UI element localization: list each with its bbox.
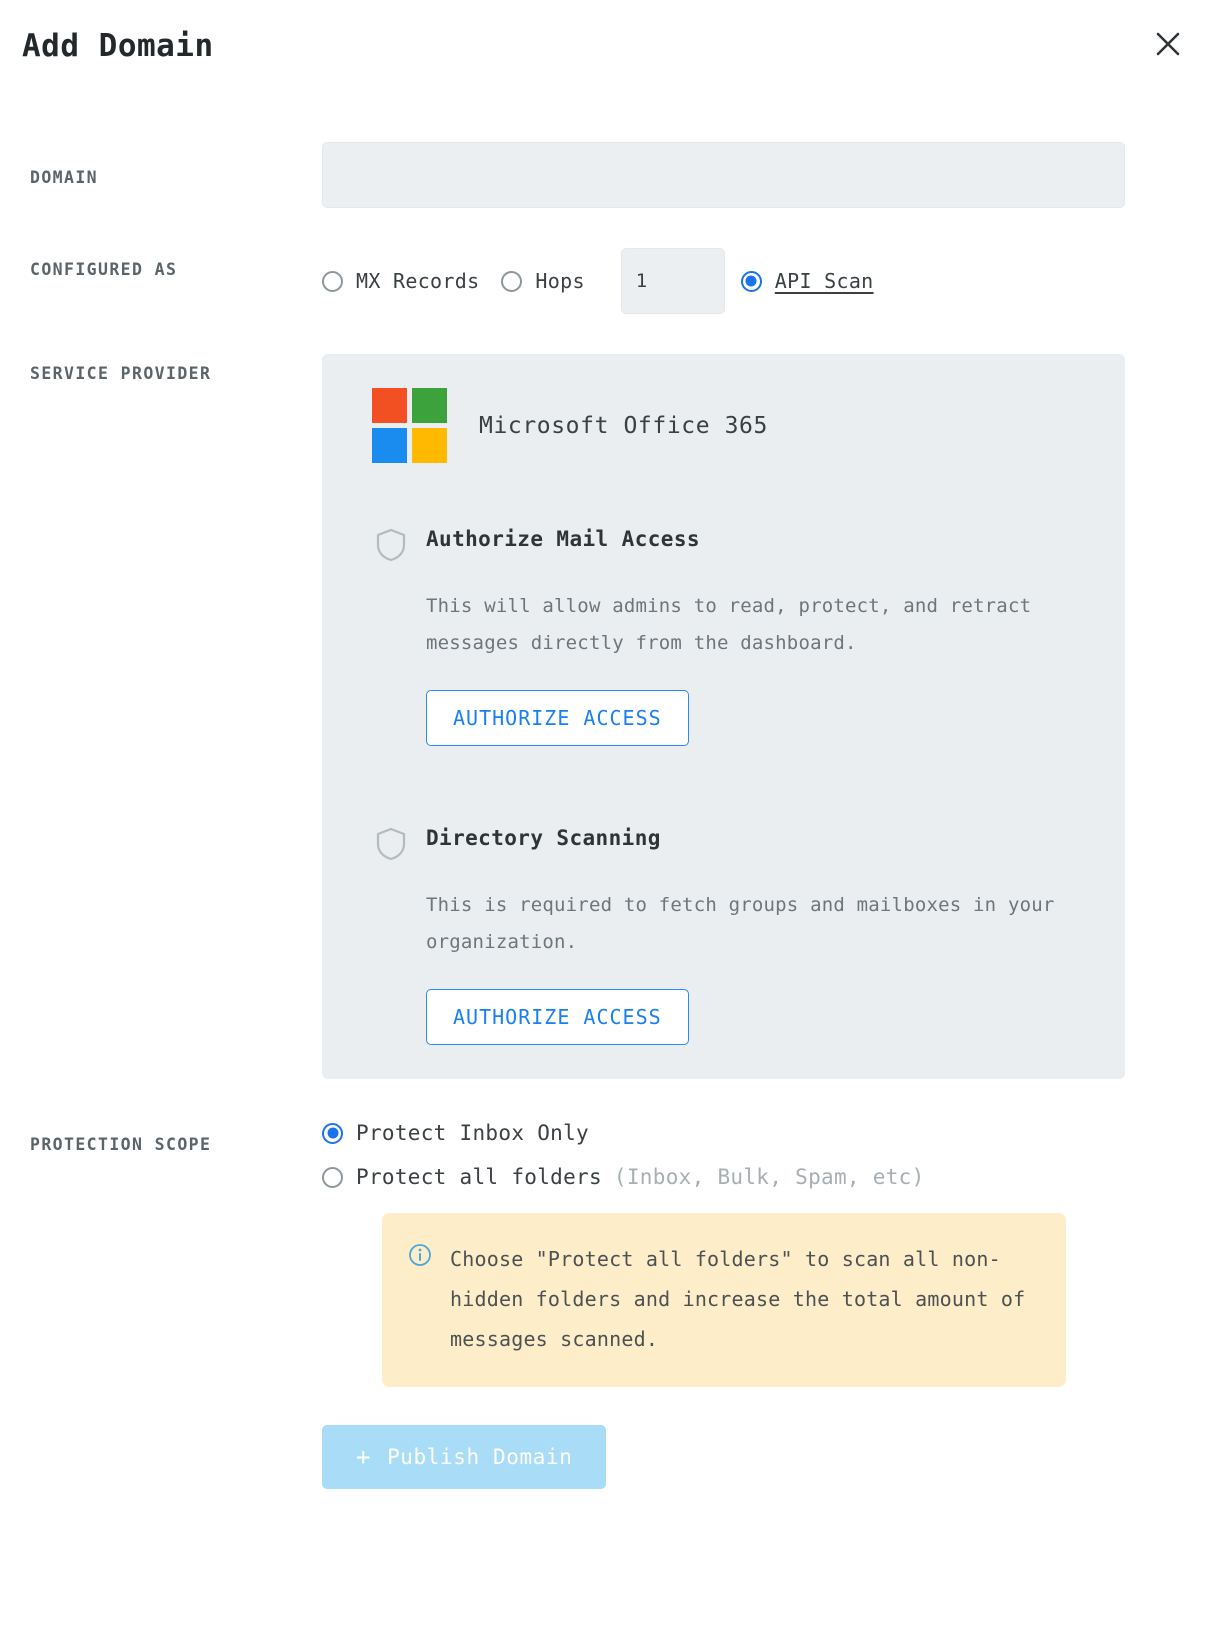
permission-description: This is required to fetch groups and mailboxes in your organization. [426, 894, 1055, 954]
info-icon [408, 1243, 432, 1271]
plus-icon: + [356, 1443, 372, 1472]
close-icon[interactable] [1146, 22, 1190, 66]
domain-field-wrap [322, 142, 1190, 208]
radio-hops-label: Hops [535, 269, 585, 293]
service-provider-row [0, 354, 1214, 1079]
radio-mx-records-label: MX Records [356, 269, 480, 293]
radio-protect-inbox-only-label: Protect Inbox Only [356, 1121, 589, 1146]
permission-mail-access [348, 527, 1099, 746]
service-provider-field [322, 354, 1190, 1079]
radio-hops-circle [501, 271, 522, 292]
radio-protect-inbox-only[interactable] [322, 1121, 1190, 1145]
radio-mx-records[interactable] [322, 269, 479, 293]
info-callout-text: Choose "Protect all folders" to scan all non-hidden folders and increase the total amount of messages scanned. [450, 1247, 1026, 1352]
protection-scope-field [322, 1121, 1190, 1387]
publish-domain-label: Publish Domain [387, 1445, 573, 1470]
permission-directory-scanning [348, 826, 1099, 1045]
protection-scope-row [0, 1121, 1214, 1387]
radio-api-scan-circle [741, 271, 762, 292]
domain-row [0, 142, 1214, 208]
publish-row [0, 1425, 1214, 1489]
info-callout [382, 1213, 1066, 1387]
domain-input[interactable] [322, 142, 1125, 208]
configured-as-row [0, 248, 1214, 314]
domain-label: DOMAIN [30, 168, 99, 187]
radio-api-scan[interactable] [741, 269, 874, 293]
provider-header [348, 384, 1099, 463]
radio-mx-records-circle [322, 271, 343, 292]
configured-as-label: CONFIGURED AS [30, 260, 178, 279]
page-title: Add Domain [22, 28, 214, 64]
permission-title: Directory Scanning [426, 826, 661, 851]
permission-title: Authorize Mail Access [426, 527, 700, 551]
radio-api-scan-label: API Scan [774, 269, 874, 293]
authorize-access-button-mail[interactable]: AUTHORIZE ACCESS [426, 690, 689, 746]
shield-icon [376, 827, 410, 865]
hops-input[interactable] [621, 248, 725, 314]
radio-protect-all-folders-note: (Inbox, Bulk, Spam, etc) [613, 1165, 925, 1190]
radio-protect-all-folders-label: Protect all folders [356, 1165, 602, 1190]
close-glyph [1153, 29, 1183, 59]
protection-scope-label: PROTECTION SCOPE [30, 1135, 212, 1155]
microsoft-logo-icon [372, 388, 447, 463]
dialog-header [0, 0, 1214, 96]
radio-hops[interactable] [501, 269, 584, 293]
radio-protect-inbox-only-circle [322, 1123, 343, 1144]
shield-icon [376, 528, 410, 566]
service-provider-card [322, 354, 1125, 1079]
configured-as-field [322, 248, 1190, 314]
authorize-access-button-directory[interactable]: AUTHORIZE ACCESS [426, 989, 689, 1045]
radio-protect-all-folders-circle [322, 1167, 343, 1188]
publish-domain-button[interactable] [322, 1425, 606, 1489]
permission-description: This will allow admins to read, protect, and retract messages directly from the dashboard. [426, 595, 1032, 655]
service-provider-label: SERVICE PROVIDER [30, 364, 212, 383]
radio-protect-all-folders[interactable] [322, 1165, 1190, 1189]
provider-name: Microsoft Office 365 [479, 412, 768, 439]
